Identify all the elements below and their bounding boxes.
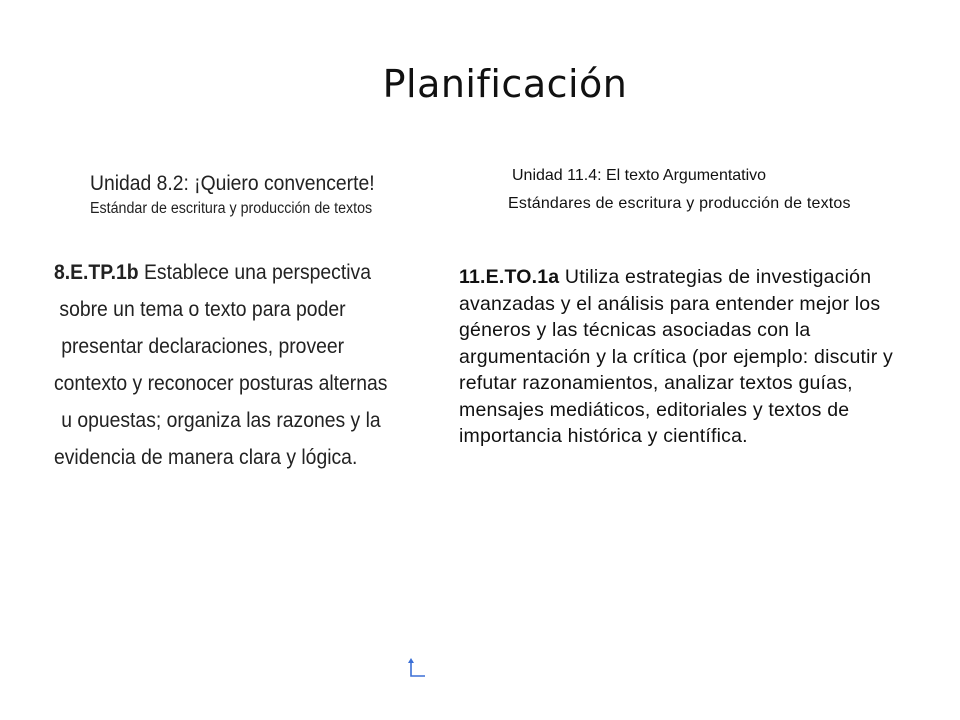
left-body-line-1-text: Establece una perspectiva	[138, 260, 371, 284]
left-standard-code: 8.E.TP.1b	[54, 260, 139, 284]
left-body-line-5: u opuestas; organiza las razones y la	[61, 408, 381, 432]
right-body-text: Utiliza estrategias de investigación avanzadas y el análisis para entender mejor los géneros y las técnicas asociadas con la argumentación y la crítica (por ejemplo: discutir y refutar razonamientos, analizar textos guías, mensajes mediáticos, editoriales y textos de importancia histórica y científica.	[459, 266, 893, 447]
corner-arrow-icon	[405, 656, 427, 680]
right-unit-title: Unidad 11.4: El texto Argumentativo	[512, 167, 767, 184]
slide-title: Planificación	[382, 62, 628, 106]
left-body-line-4: contexto y reconocer posturas alternas	[54, 371, 388, 395]
right-standard-heading: Estándares de escritura y producción de textos	[508, 195, 851, 212]
left-body-line-2: sobre un tema o texto para poder	[59, 297, 346, 321]
left-body-line-1	[54, 254, 387, 291]
left-unit-title: Unidad 8.2: ¡Quiero convencerte!	[90, 172, 375, 195]
left-standard-heading: Estándar de escritura y producción de textos	[90, 200, 373, 217]
right-standard-code: 11.E.TO.1a	[459, 266, 560, 288]
left-body-line-6: evidencia de manera clara y lógica.	[54, 445, 358, 469]
left-standard-text	[54, 254, 387, 476]
left-body-line-3: presentar declaraciones, proveer	[61, 334, 345, 358]
right-standard-text	[459, 264, 929, 450]
